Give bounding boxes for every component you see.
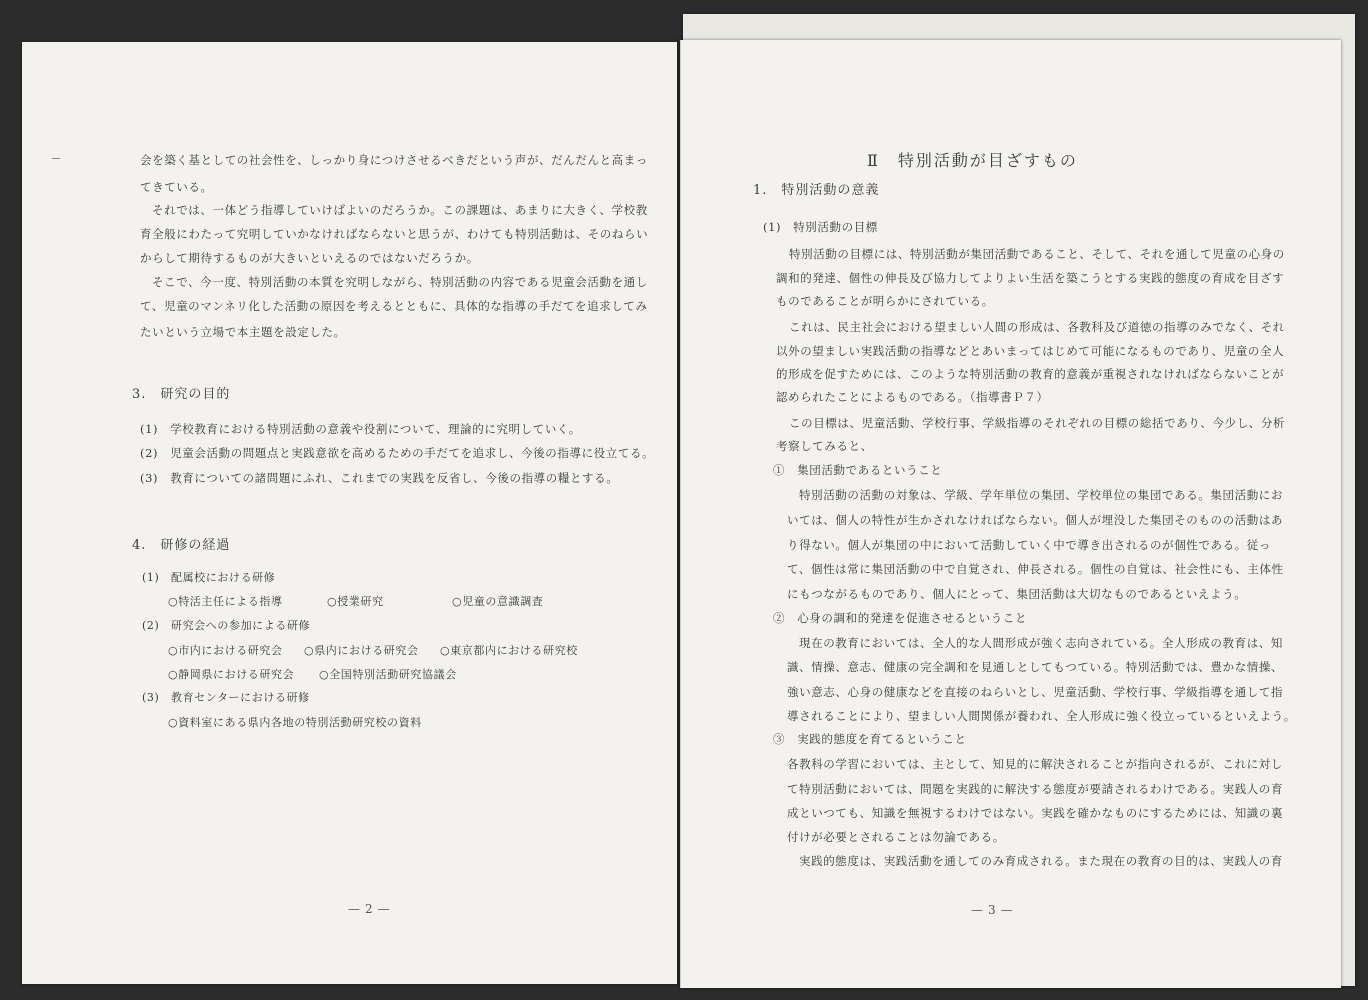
paragraph-line: にもつながるものであり、個人にとって、集団活動は大切なものであるといえよう。 — [787, 587, 1247, 601]
paragraph-line: 育全般にわたって究明していかなければならないと思うが、わけても特別活動は、そのねらい — [140, 227, 649, 241]
paragraph-line: 現在の教育においては、全人的な人間形成が強く志向されている。全人形成の教育は、知 — [799, 636, 1283, 650]
point-heading: ② 心身の調和的発達を促進させるということ — [773, 611, 1028, 625]
paragraph-line: て、児童のマンネリ化した活動の原因を考えるとともに、具体的な指導の手だてを追求してみ — [140, 299, 648, 313]
paragraph-line: 導されることにより、望ましい人間関係が養われ、全人形成に強く役立っているといえよう。 — [787, 709, 1296, 723]
right-page — [680, 40, 1341, 988]
list-item: ○授業研究 — [327, 595, 384, 608]
sub-heading: (1) 配属校における研修 — [142, 571, 276, 584]
paragraph-line: 会を築く基としての社会性を、しっかり身につけさせるべきだという声が、だんだんと高まっ — [140, 153, 648, 167]
section-heading: 3. 研究の目的 — [132, 387, 231, 402]
page-number: — 3 — — [971, 903, 1014, 917]
paragraph-line: て特別活動においては、問題を実践的に解決する態度が要請されるわけである。実践人の育 — [787, 782, 1284, 796]
list-item: ○県内における研究会 — [304, 644, 419, 657]
paragraph-line: いては、個人の特性が生かされなければならない。個人が埋没した集団そのものの活動はあ — [787, 513, 1284, 527]
sub-heading: (2) 研究会への参加による研修 — [142, 619, 311, 632]
point-heading: ③ 実践的態度を育てるということ — [773, 732, 967, 746]
paragraph-line: 識、情操、意志、健康の完全調和を見通しとしてもつている。特別活動では、豊かな情操、 — [787, 660, 1284, 674]
paragraph-line: ものであることが明らかにされている。 — [776, 294, 994, 308]
paragraph-line: 各教科の学習においては、主として、知見的に解決されることが指向されるが、これに対し — [787, 757, 1283, 771]
paragraph-line: 実践的態度は、実践活動を通してのみ育成される。また現在の教育の目的は、実践人の育 — [799, 854, 1283, 868]
paragraph-line: 以外の望ましい実践活動の指導などとあいまってはじめて可能になるものであり、児童の全人 — [776, 344, 1285, 358]
paragraph-line: て、個性は常に集団活動の中で自覚され、伸長される。個性の自覚は、社会性にも、主体性 — [787, 562, 1284, 576]
paragraph-line: り得ない。個人が集団の中において活動していく中で導き出されるのが個性である。従っ — [787, 538, 1271, 552]
sub-heading: (3) 教育センターにおける研修 — [142, 691, 310, 704]
list-item: ○静岡県における研究会 — [168, 668, 295, 681]
list-item: ○特活主任による指導 — [168, 595, 283, 608]
paragraph-line: これは、民主社会における望ましい人間の形成は、各教科及び道徳の指導のみでなく、それ — [789, 320, 1285, 334]
paragraph-line: てきている。 — [140, 180, 213, 194]
paragraph-line: 認められたことによるものである。（指導書Ｐ７） — [776, 390, 1049, 404]
list-item: (1) 学校教育における特別活動の意義や役割について、理論的に究明していく。 — [140, 422, 581, 436]
list-item: ○全国特別活動研究協議会 — [319, 668, 457, 681]
section-heading: 4. 研修の経過 — [132, 538, 231, 553]
paragraph-line: この目標は、児童活動、学校行事、学級指導のそれぞれの目標の総括であり、今少し、分析 — [789, 416, 1286, 430]
section-heading: 1. 特別活動の意義 — [753, 183, 880, 198]
list-item: ○児童の意識調査 — [452, 595, 544, 608]
paragraph-line: 付けが必要とされることは勿論である。 — [787, 830, 1005, 844]
paragraph-line: 成といつても、知識を無視するわけではない。実践を確かなものにするためには、知識の裏 — [787, 806, 1284, 820]
paragraph-line: それでは、一体どう指導していけばよいのだろうか。この課題は、あまりに大きく、学校教 — [152, 203, 648, 217]
paragraph-line: 的形成を促すためには、このような特別活動の教育的意義が重視されなければならないことが — [776, 367, 1285, 381]
list-item: (3) 教育についての諸問題にふれ、これまでの実践を反省し、今後の指導の糧とする。 — [140, 471, 619, 485]
paragraph-line: 強い意志、心身の健康などを直接のねらいとし、児童活動、学校行事、学級指導を通して指 — [787, 685, 1284, 699]
sub-heading: (1) 特別活動の目標 — [763, 220, 878, 234]
paragraph-line: 考察してみると、 — [776, 439, 873, 453]
page-mark — [52, 158, 60, 159]
paragraph-line: 特別活動の活動の対象は、学級、学年単位の集団、学校単位の集団である。集団活動にお — [799, 488, 1283, 502]
list-item: ○資料室にある県内各地の特別活動研究校の資料 — [168, 716, 422, 729]
list-item: ○市内における研究会 — [168, 644, 283, 657]
paragraph-line: からして期待するものが大きいといえるのではないだろうか。 — [140, 251, 479, 265]
list-item: ○東京都内における研究校 — [440, 644, 578, 657]
paragraph-line: 調和的発達、個性の伸長及び協力してよりよい生活を築こうとする実践的態度の育成を目ざす — [776, 271, 1285, 285]
paragraph-line: 特別活動の目標には、特別活動が集団活動であること、そして、それを通して児童の心身の — [789, 247, 1285, 261]
paragraph-line: そこで、今一度、特別活動の本質を究明しながら、特別活動の内容である児童会活動を通し — [152, 275, 648, 289]
paragraph-line: たいという立場で本主題を設定した。 — [140, 325, 346, 339]
list-item: (2) 児童会活動の問題点と実践意欲を高めるための手だてを追求し、今後の指導に役立てる。 — [140, 446, 655, 460]
page-number: — 2 — — [348, 902, 391, 916]
chapter-title: Ⅱ 特別活動が目ざすもの — [867, 151, 1078, 170]
left-page — [22, 42, 677, 984]
point-heading: ① 集団活動であるということ — [773, 463, 943, 477]
